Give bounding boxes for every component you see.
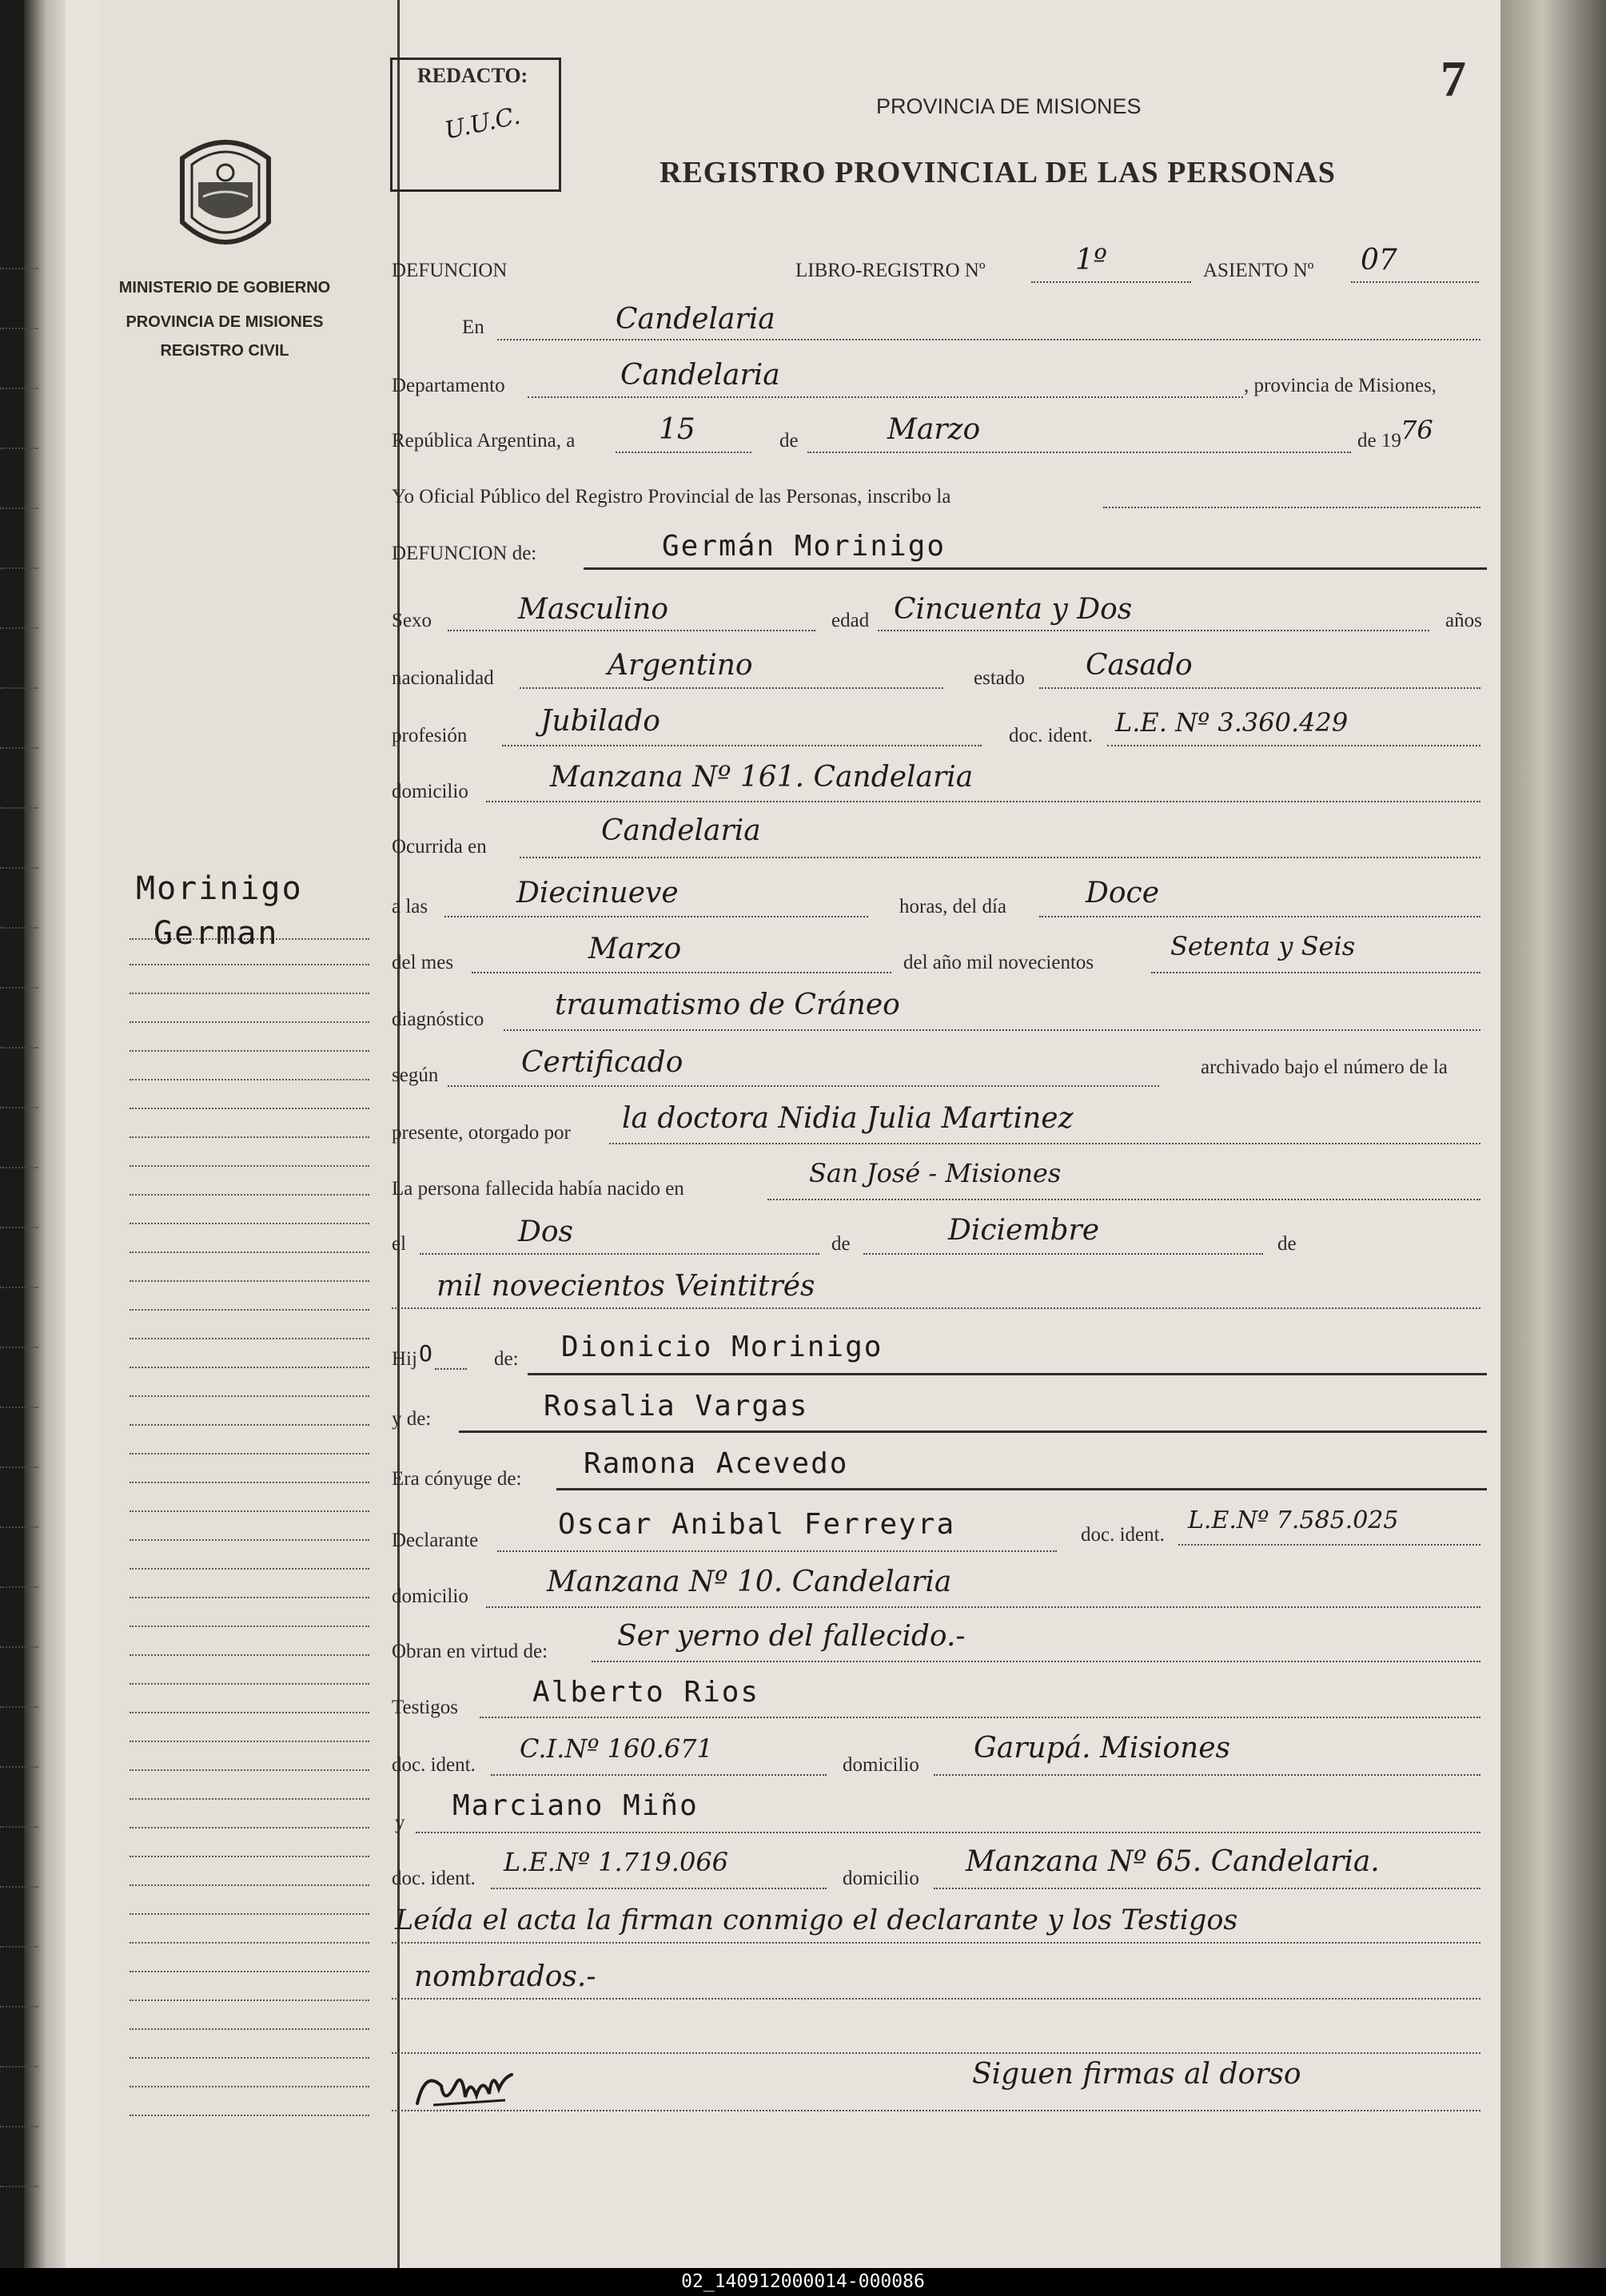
ministry-line3: REGISTRO CIVIL [160,342,289,360]
a-las-label: a las [392,896,428,917]
nac-dia-value: Dos [518,1216,574,1248]
redacto-value: U.U.C. [442,101,524,145]
segun-label: según [392,1064,439,1086]
margin-line [130,1079,369,1080]
profesion-value: Jubilado [540,705,660,738]
margin-line [130,2086,369,2087]
diagnostico-line [504,1029,1480,1031]
decl-domicilio-value: Manzana Nº 10. Candelaria [547,1566,952,1598]
spine-tick [0,507,38,509]
edad-value: Cincuenta y Dos [894,593,1133,626]
hijo-label-c: de: [494,1348,519,1370]
spine-tick [0,1227,38,1228]
t2-doc-label: doc. ident. [392,1868,476,1889]
t2-doc-value: L.E.Nº 1.719.066 [504,1847,729,1877]
a-las-line [444,916,868,917]
en-label: En [462,316,484,338]
closing-text-1: Leída el acta la firman conmigo el declarante y los Testigos [395,1904,1238,1936]
asiento-line [1351,281,1479,283]
footer-bar [0,2268,1606,2296]
spine-tick [0,268,38,269]
day-line [616,452,751,453]
closing-line-3 [392,2052,1480,2054]
margin-line [130,1136,369,1138]
spine-tick [0,1886,38,1888]
page-number: 7 [1441,50,1466,107]
mes-value: Marzo [588,933,682,965]
margin-line [130,1626,369,1627]
spine-tick [0,1766,38,1768]
segun-line [448,1085,1159,1087]
margin-line [130,1654,369,1656]
margin-line [130,1856,369,1857]
de-label: de [779,430,799,452]
spine-tick [0,1287,38,1288]
nac-anio-line [392,1307,1480,1309]
margin-line [130,1338,369,1339]
nacido-line [767,1199,1480,1200]
spine-tick [0,1347,38,1348]
spine-tick [0,1946,38,1948]
margin-line [130,1482,369,1483]
spine-tick [0,2066,38,2067]
spine-tick [0,807,38,809]
testigo1-line [480,1717,1480,1718]
spine-tick [0,1706,38,1708]
defuncion-label: DEFUNCION [392,260,508,281]
spine-tick [0,567,38,569]
spine-tick [0,1466,38,1468]
doc-ident-label: doc. ident. [1009,725,1093,746]
nac-de1-label: de [831,1233,851,1255]
anio-line [1151,972,1480,973]
spine-tick [0,1167,38,1168]
presente-line [609,1143,1480,1144]
a-las-value: Diecinueve [516,877,679,909]
hijo-value: Dionicio Morinigo [561,1331,883,1363]
decl-domicilio-label: domicilio [392,1586,468,1607]
obran-line [592,1661,1480,1662]
spine-tick [0,1526,38,1528]
coat-of-arms-seal [174,126,277,254]
hijo-label-b: O [419,1340,434,1367]
margin-line [130,1367,369,1368]
testigo2-value: Marciano Miño [452,1789,699,1822]
estado-value: Casado [1086,649,1193,682]
segun-value: Certificado [521,1046,683,1079]
margin-line [130,1712,369,1713]
el-label: el [392,1233,407,1255]
ocurrida-label: Ocurrida en [392,836,487,858]
spine-tick [0,2126,38,2127]
spine-tick [0,1586,38,1588]
testigo1-value: Alberto Rios [532,1676,760,1709]
registry-title: REGISTRO PROVINCIAL DE LAS PERSONAS [660,156,1336,189]
margin-line [130,1913,369,1915]
defuncion-de-value: Germán Morinigo [662,530,946,563]
margin-line [130,1510,369,1512]
hijo-line [528,1373,1487,1375]
margin-line [130,1539,369,1541]
spine-tick [0,328,38,329]
margin-line [130,2057,369,2059]
t2-dom-value: Manzana Nº 65. Candelaria. [966,1845,1380,1878]
t2-dom-label: domicilio [843,1868,919,1889]
presente-label: presente, otorgado por [392,1122,571,1144]
t1-doc-line [491,1774,827,1776]
conyuge-value: Ramona Acevedo [584,1447,849,1480]
t2-doc-line [491,1888,827,1889]
margin-line [130,964,369,965]
closing-line-2 [392,1998,1480,2000]
margin-line [130,1942,369,1944]
del-mes-label: del mes [392,952,454,973]
margin-line [130,1597,369,1598]
republica-label: República Argentina, a [392,430,576,452]
spine-tick [0,2186,38,2187]
domicilio-value: Manzana Nº 161. Candelaria [550,761,974,794]
nacido-label: La persona fallecida había nacido en [392,1178,684,1200]
spine-tick [0,388,38,389]
ocurrida-value: Candelaria [601,814,761,847]
asiento-value: 07 [1361,244,1397,277]
signature-mark [409,2054,529,2118]
spine-tick [0,1646,38,1648]
margin-line [130,1568,369,1570]
estado-label: estado [974,667,1025,689]
edad-line [878,630,1429,631]
testigo2-line [416,1832,1480,1833]
libro-line [1031,281,1191,283]
margin-line [130,1798,369,1800]
spine-tick [0,1407,38,1408]
estado-line [1039,687,1480,689]
spine-tick [0,1826,38,1828]
departamento-line [528,396,1243,398]
anio-label: del año mil novecientos [903,952,1094,973]
ministry-line2: PROVINCIA DE MISIONES [126,313,324,331]
doc-ident-line [1107,745,1480,746]
margin-line [130,2000,369,2001]
margin-line [130,1251,369,1253]
departamento-value: Candelaria [620,359,780,392]
hijo-label-a: Hij [392,1348,417,1370]
en-line [497,339,1480,340]
binder-board [1500,0,1606,2268]
domicilio-line [486,801,1480,802]
margin-line [130,1223,369,1224]
margin-line [130,2028,369,2030]
spine-tick [0,2006,38,2008]
decl-doc-label: doc. ident. [1081,1524,1165,1546]
signature-note: Siguen firmas al dorso [972,2058,1301,2091]
margin-line [130,1741,369,1742]
nac-dia-line [420,1253,819,1255]
spine-tick [0,867,38,869]
margin-column [100,0,397,2268]
obran-label: Obran en virtud de: [392,1641,548,1662]
declarante-line [497,1550,1057,1552]
margin-line [130,1453,369,1454]
margin-line [130,2115,369,2116]
sexo-label: Sexo [392,610,432,631]
closing-line-4 [392,2110,1480,2111]
y-label: y [395,1812,405,1833]
t2-dom-line [934,1888,1480,1889]
margin-line [130,1165,369,1167]
decl-domicilio-line [486,1606,1480,1608]
spine-tick [0,927,38,929]
defuncion-de-line [584,567,1487,570]
month-line [807,452,1351,453]
libro-label: LIBRO-REGISTRO Nº [795,260,986,281]
t1-dom-line [934,1774,1480,1776]
t1-dom-value: Garupá. Misiones [974,1732,1231,1765]
margin-note-name: German [153,915,279,952]
ministry-line1: MINISTERIO DE GOBIERNO [118,279,331,296]
conyuge-line [556,1488,1487,1490]
archivado-label: archivado bajo el número de la [1201,1056,1448,1078]
mes-line [472,972,891,973]
nacionalidad-label: nacionalidad [392,667,494,689]
anos-label: años [1445,610,1482,631]
diagnostico-label: diagnóstico [392,1009,484,1030]
libro-value: 1º [1075,244,1107,277]
declarante-value: Oscar Anibal Ferreyra [558,1508,956,1541]
nac-de2-label: de [1277,1233,1297,1255]
province-title: PROVINCIA DE MISIONES [876,94,1142,118]
spine-tick [0,747,38,749]
anio-value: Setenta y Seis [1170,931,1356,961]
nacido-value: San José - Misiones [809,1158,1062,1188]
dia-line [1039,916,1480,917]
footer-filename: 02_140912000014-000086 [681,2271,925,2292]
profesion-label: profesión [392,725,468,746]
spine-tick [0,448,38,449]
declarante-label: Declarante [392,1530,479,1551]
nac-mes-value: Diciembre [948,1214,1100,1247]
year-prefix: de 19 [1357,430,1401,452]
t1-doc-label: doc. ident. [392,1754,476,1776]
nac-anio-value: mil novecientos Veintitrés [436,1270,815,1303]
edad-label: edad [831,610,870,631]
spine-tick [0,627,38,629]
en-value: Candelaria [616,303,775,336]
closing-text-2: nombrados.- [414,1960,596,1993]
margin-line [130,1769,369,1771]
margin-line [130,1280,369,1282]
nacionalidad-value: Argentino [608,649,753,682]
margin-line [130,1424,369,1426]
t1-dom-label: domicilio [843,1754,919,1776]
obran-value: Ser yerno del fallecido.- [617,1620,966,1653]
decl-doc-value: L.E.Nº 7.585.025 [1188,1506,1399,1534]
y-de-value: Rosalia Vargas [544,1390,809,1423]
margin-line [130,1108,369,1109]
dia-value: Doce [1086,877,1160,909]
spine-tick [0,1107,38,1108]
conyuge-label: Era cónyuge de: [392,1468,522,1490]
redacto-label: REDACTO: [417,64,528,87]
spine-tick [0,1047,38,1049]
sexo-line [448,630,815,631]
diagnostico-value: traumatismo de Cráneo [555,989,900,1021]
defuncion-de-label: DEFUNCION de: [392,543,537,564]
departamento-label: Departamento [392,375,505,396]
margin-line [130,1971,369,1972]
year-suffix: 76 [1401,415,1433,445]
hijo-gender-line [435,1368,467,1370]
asiento-label: ASIENTO Nº [1203,260,1314,281]
margin-line [130,1021,369,1023]
t1-doc-value: C.I.Nº 160.671 [520,1733,713,1764]
month-value: Marzo [887,413,981,446]
horas-label: horas, del día [899,896,1006,917]
presente-value: la doctora Nidia Julia Martinez [622,1102,1074,1135]
closing-line-1 [392,1942,1480,1944]
day-value: 15 [659,413,695,446]
profesion-line [502,745,982,746]
margin-line [130,1309,369,1311]
margin-line [130,1395,369,1397]
sexo-value: Masculino [518,593,669,626]
book-spine [24,0,66,2268]
margin-note-surname: Morinigo [136,870,303,907]
margin-line [130,1827,369,1828]
ocurrida-line [520,857,1480,858]
yo-oficial-line [1103,507,1480,508]
margin-line [130,1884,369,1886]
spine-tick [0,687,38,689]
testigos-label: Testigos [392,1697,458,1718]
margin-line [130,1050,369,1052]
doc-ident-value: L.E. Nº 3.360.429 [1115,707,1349,738]
nacionalidad-line [520,687,943,689]
decl-doc-line [1178,1544,1480,1546]
y-de-label: y de: [392,1408,432,1430]
margin-line [130,993,369,994]
margin-line [130,1194,369,1196]
domicilio-label: domicilio [392,781,468,802]
provincia-suffix: , provincia de Misiones, [1244,375,1437,396]
nac-mes-line [863,1253,1263,1255]
margin-line [130,1683,369,1685]
y-de-line [459,1431,1487,1433]
spine-tick [0,987,38,989]
yo-oficial-text: Yo Oficial Público del Registro Provincial de las Personas, inscribo la [392,486,951,507]
